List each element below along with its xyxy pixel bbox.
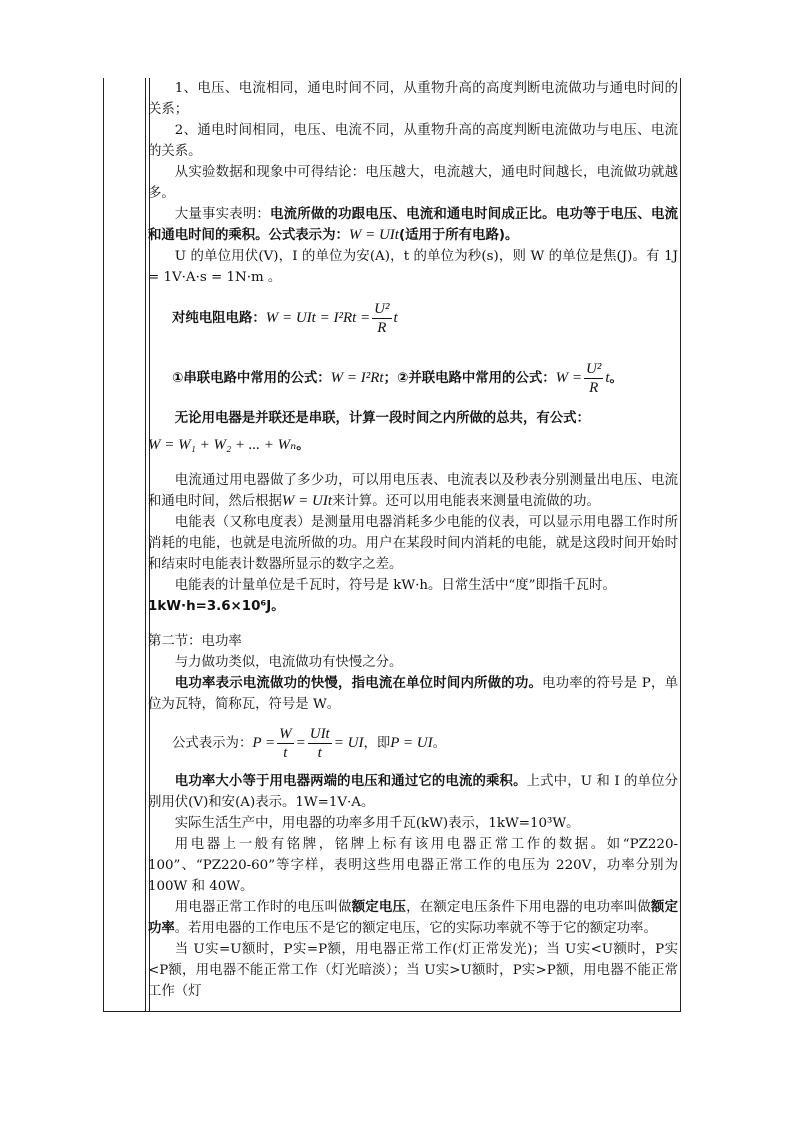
paragraph-10: 与力做功类似，电流做功有快慢之分。 [174, 655, 403, 670]
fraction: $\frac{W}{t}$ [279, 725, 292, 761]
paragraph-4: 大量事实表明：电流所做的功跟电压、电流和通电时间成正比。电功等于电压、电流和通电时间的乘积。公式表示为：W = UIt(适用于所有电路)。 [148, 207, 679, 243]
fraction: $\frac{\text{U²}}{R}$ [374, 300, 390, 336]
paragraph-7: 电流通过用电器做了多少功，可以用电压表、电流表以及秒表分别测量出电压、电流和通电时间，然后根据W = UIt来计算。还可以用电能表来测量电流做的功。 [148, 473, 678, 509]
paragraph-2: 2、通电时间相同，电压、电流不同，从重物升高的高度判断电流做功与电压、电流的关系。 [148, 123, 678, 159]
column-divider [145, 78, 146, 1011]
fraction: $\frac{\text{UIt}}{t}$ [309, 725, 330, 761]
paragraph-13: 电功率大小等于用电器两端的电压和通过它的电流的乘积。上式中，U 和 I 的单位分别用伏(V)和安(A)表示。1W=1V·A。 [148, 774, 679, 810]
fraction: $\frac{\text{U²}}{R}$ [586, 360, 602, 396]
paragraph-14: 实际生活生产中，用电器的功率多用千瓦(kW)表示，1kW=10³W。 [174, 816, 580, 831]
formula-work: W = UIt [348, 227, 399, 243]
formula-total-work: W = W₁ + W₂ + ... + Wₙ。 [148, 437, 310, 453]
paragraph-11: 电功率表示电流做功的快慢，指电流在单位时间内所做的功。电功率的符号是 P，单位为瓦特，简称瓦，符号是 W。 [148, 676, 678, 712]
paragraph-17: 当 U实=U额时，P实=P额，用电器正常工作(灯正常发光)；当 U实<U额时，P实<P额，用电器不能正常工作（灯光暗淡）；当 U实>U额时，P实>P额，用电器不能正常工作（灯 [148, 942, 678, 999]
paragraph-16: 用电器正常工作时的电压叫做额定电压，在额定电压条件下用电器的电功率叫做额定功率。若用电器的工作电压不是它的额定电压，它的实际功率就不等于它的额定功率。 [148, 900, 679, 936]
paragraph-1: 1、电压、电流相同，通电时间不同，从重物升高的高度判断电流做功与通电时间的关系； [148, 81, 678, 117]
paragraph-5: U 的单位用伏(V)，I 的单位为安(A)，t 的单位为秒(s)，则 W 的单位是焦(J)。有 1J = 1V·A·s = 1N·m 。 [148, 249, 678, 285]
section-title: 第二节：电功率 [148, 634, 242, 649]
formula-power: 公式表示为： P = $\frac{W}{t}$ = $\frac{\text{UIt}}{t}$ = UI ，即 P = UI 。 [172, 725, 446, 761]
paragraph-15: 用电器上一般有铭牌，铭牌上标有该用电器正常工作的数据。如“PZ220-100”、“PZ220-60”等字样，表明这些用电器正常工作的电压为 220V，功率分别为 100W 和 40W。 [148, 837, 678, 894]
document-content [148, 78, 678, 1002]
formula-series-parallel: ①串联电路中常用的公式： W = I²Rt ；②并联电路中常用的公式： W = $\frac{\text{U²}}{R}$ t 。 [172, 360, 623, 396]
paragraph-3: 从实验数据和现象中可得结论：电压越大，电流越大，通电时间越长，电流做功就越多。 [148, 165, 678, 201]
formula-pure-resistance: 对纯电阻电路： W = UIt = I²Rt = $\frac{\text{U²}}{R}$ t [172, 300, 398, 336]
paragraph-8: 电能表（又称电度表）是测量用电器消耗多少电能的仪表，可以显示用电器工作时所消耗的电能，也就是电流所做的功。用户在某段时间内消耗的电能，就是这段时间开始时和结束时电能表计数器所显示的数字之差。 [148, 515, 678, 572]
paragraph-9: 电能表的计量单位是千瓦时，符号是 kW·h。日常生活中“度”即指千瓦时。 [174, 578, 616, 593]
paragraph-9-bold: 1kW·h=3.6×10⁶J。 [148, 599, 285, 614]
paragraph-6: 无论用电器是并联还是串联，计算一段时间之内所做的总共，有公式： [174, 411, 590, 426]
